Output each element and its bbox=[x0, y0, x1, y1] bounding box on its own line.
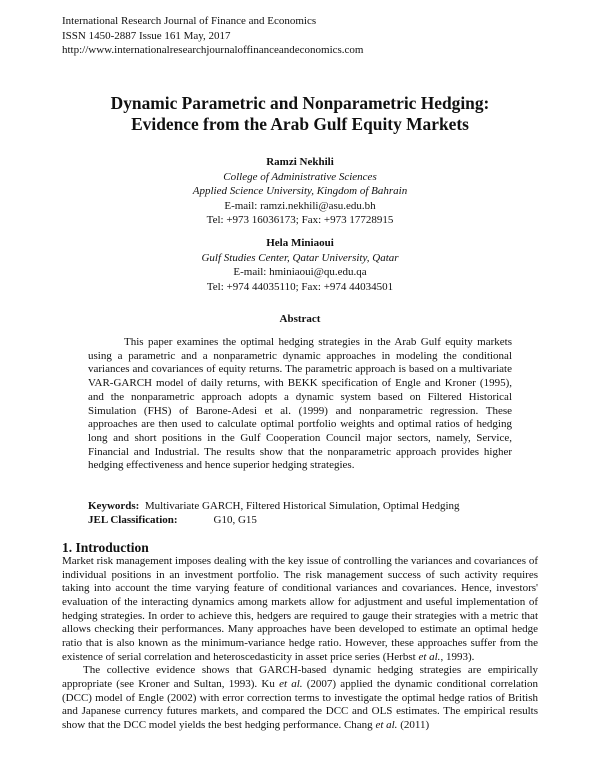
journal-header bbox=[62, 14, 363, 58]
abstract-text: This paper examines the optimal hedging strategies in the Arab Gulf equity markets using a parametric and a nonparametric dynamic approaches in modeling the conditional variances and covariances of equity returns. The parametric approach is based on a multivariate VAR-GARCH model of daily returns, with BEKK specification of Engle and Kroner (1995), and the nonparametric approach adopts a dynamic system based on Filtered Historical Simulation (FHS) of Barone-Adesi et al. (1999) and nonparametric regression. These approaches are then used to calculate optimal portfolio weights and optimal ratios of hedging long and short positions in the Gulf Cooperation Council major sectors, namely, Service, Financial and Industrial. The results show that the nonparametric approach provides higher hedging effectiveness and hence superior hedging strategies. bbox=[88, 336, 512, 472]
author-phone: Tel: +974 44035110; Fax: +974 44034501 bbox=[206, 280, 394, 293]
abstract-heading: Abstract bbox=[279, 313, 321, 325]
author-phone: Tel: +973 16036173; Fax: +973 17728915 bbox=[206, 214, 394, 227]
title-line-1: Dynamic Parametric and Nonparametric Hedging: bbox=[110, 93, 490, 113]
keywords-block bbox=[88, 500, 460, 527]
author-name: Hela Miniaoui bbox=[266, 237, 334, 249]
author-email[interactable]: E-mail: ramzi.nekhili@asu.edu.bh bbox=[224, 199, 376, 212]
section-heading: 1. Introduction bbox=[62, 540, 149, 555]
author-affiliation: Gulf Studies Center, Qatar University, Qatar bbox=[201, 251, 399, 264]
jel-value: G10, G15 bbox=[213, 513, 257, 526]
author-affiliation: Applied Science University, Kingdom of Bahrain bbox=[192, 185, 408, 198]
paper-title bbox=[62, 93, 538, 135]
author-name: Ramzi Nekhili bbox=[266, 156, 334, 168]
keywords-value: Multivariate GARCH, Filtered Historical Simulation, Optimal Hedging bbox=[144, 500, 460, 512]
journal-name: International Research Journal of Finance and Economics bbox=[62, 15, 317, 27]
author-block-2 bbox=[62, 236, 538, 294]
journal-issn: ISSN 1450-2887 Issue 161 May, 2017 bbox=[62, 29, 231, 42]
journal-url[interactable]: http://www.internationalresearchjournaloffinanceandeconomics.com bbox=[62, 44, 364, 56]
jel-label: JEL Classification: bbox=[88, 513, 178, 526]
paragraph: The collective evidence shows that GARCH-based dynamic hedging strategies are empirically appropriate (see Kroner and Sultan, 1993). Ku et al. (2007) applied the dynamic conditional correlation (DCC) model of Engle (2002) with error correction terms to investigate the optimal hedge ratios of British and Japanese currency futures markets, and compared the DCC and OLS estimates. The empirical results show that the DCC model yields the best hedging performance. Chang et al. (2011) bbox=[62, 664, 538, 731]
author-affiliation: College of Administrative Sciences bbox=[223, 170, 377, 183]
keywords-label: Keywords: bbox=[88, 500, 140, 512]
paragraph: Market risk management imposes dealing with the key issue of controlling the variances and covariances of individual positions in an investment portfolio. The risk management success of such activity requires taking into account the time varying feature of conditional variances and covariances. Hence, investors' evaluation of the interacting dynamics among markets allow for adjustment and useful implementation of hedging strategies. In order to achieve this, hedgers are required to gauge their strategies with a metric that allows checking their performances. Many approaches have been developed to estimate an optimal hedge ratio that is also known as the minimum-variance hedge ratio. However, these approaches suffer from the existence of serial correlation and heteroscedasticity in asset price series (Herbst et al., 1993). bbox=[62, 555, 538, 663]
author-email[interactable]: E-mail: hminiaoui@qu.edu.qa bbox=[233, 266, 367, 279]
author-block-1 bbox=[62, 155, 538, 228]
title-line-2: Evidence from the Arab Gulf Equity Markets bbox=[131, 114, 469, 134]
introduction-body bbox=[62, 555, 538, 733]
